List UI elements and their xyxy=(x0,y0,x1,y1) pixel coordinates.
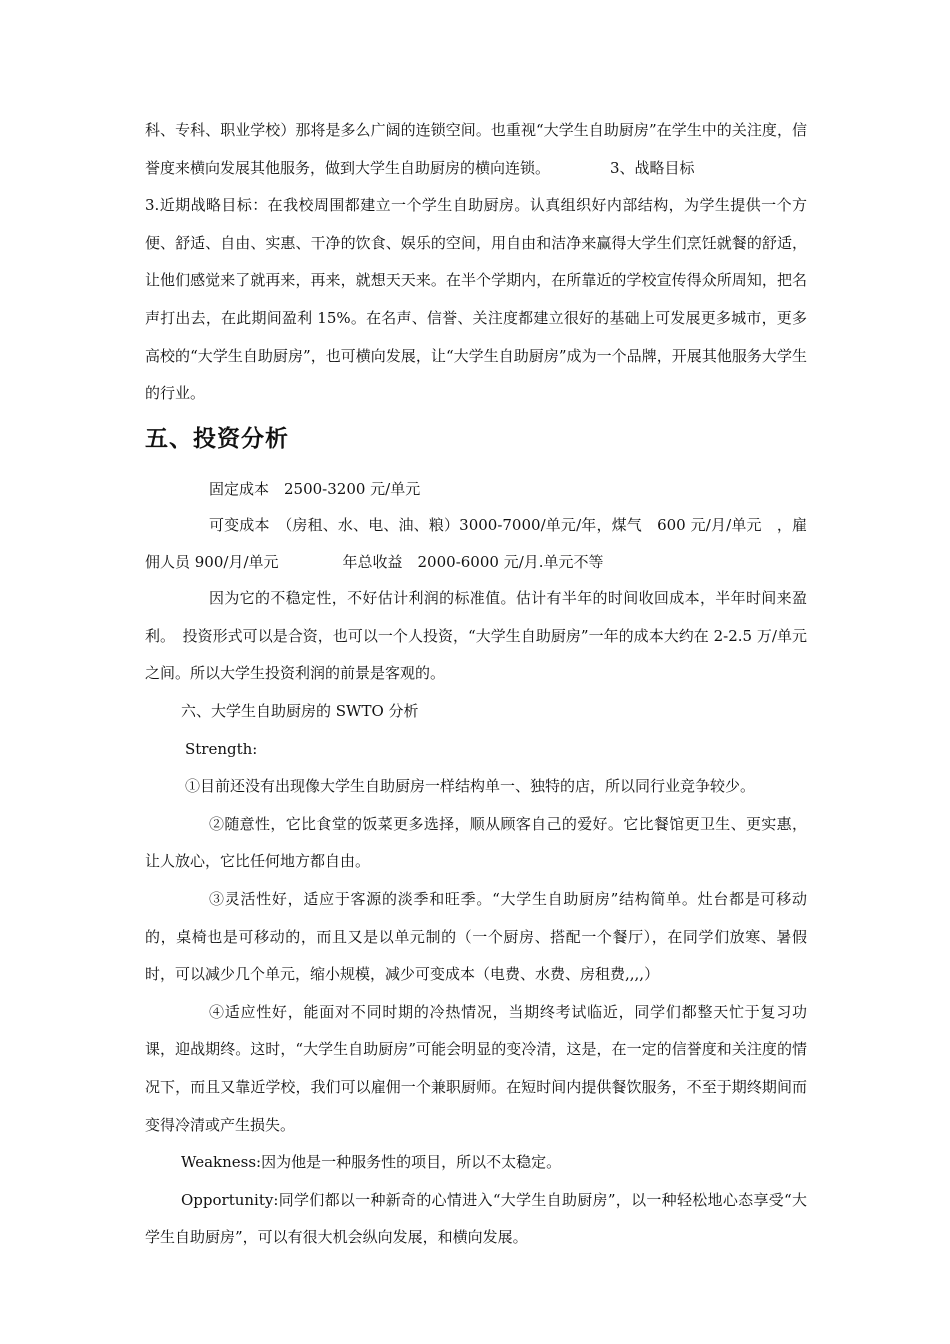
intro-paragraph xyxy=(145,112,807,187)
weakness-paragraph: Weakness:因为他是一种服务性的项目，所以不太稳定。 xyxy=(181,1153,562,1172)
opportunity-paragraph: Opportunity:同学们都以一种新奇的心情进入“大学生自助厨房”，以一种轻松地心态享受“大学生自助厨房”，可以有很大机会纵向发展，和横向发展。 xyxy=(145,1190,807,1247)
section-5-title: 五、投资分析 xyxy=(145,424,289,452)
strategy-paragraph: 3.近期战略目标：在我校周围都建立一个学生自助厨房。认真组织好内部结构，为学生提供一个方便、舒适、自由、实惠、干净的饮食、娱乐的空间，用自由和洁净来赢得大学生们烹饪就餐的舒适，让他们感觉来了就再来，再来，就想天天来。在半个学期内，在所靠近的学校宣传得众所周知，把名声打出去，在此期间盈利 15%。在名声、信誉、关注度都建立很好的基础上可发展更多城市，更多高校的“大学生自助厨房”，也可横向发展，让“大学生自助厨房”成为一个品牌，开展其他服务大学生的行业。 xyxy=(145,196,807,403)
fixed-cost-line: 固定成本 2500-3200 元/单元 xyxy=(209,479,421,498)
strategy-heading: 3、战略目标 xyxy=(610,158,695,177)
intro-text: 科、专科、职业学校）那将是多么广阔的连锁空间。也重视“大学生自助厨房”在学生中的关注度，信誉度来横向发展其他服务，做到大学生自助厨房的横向连锁。 xyxy=(145,121,807,177)
annual-income-text: 年总收益 2000-6000 元/月.单元不等 xyxy=(342,552,604,571)
document-body xyxy=(145,112,807,1257)
strength-label: Strength: xyxy=(185,739,258,758)
strength-item-4: ④适应性好，能面对不同时期的冷热情况，当期终考试临近，同学们都整天忙于复习功课，迎战期终。这时，“大学生自助厨房”可能会明显的变冷清，这是，在一定的信誉度和关注度的情况下，而且又靠近学校，我们可以雇佣一个兼职厨师。在短时间内提供餐饮服务，不至于期终期间而变得冷清或产生损失。 xyxy=(145,1002,807,1134)
section-6-title: 六、大学生自助厨房的 SWTO 分析 xyxy=(181,702,419,721)
strength-item-2: ②随意性，它比食堂的饭菜更多选择，顺从顾客自己的爱好。它比餐馆更卫生、更实惠，让人放心，它比任何地方都自由。 xyxy=(145,814,807,871)
variable-cost-paragraph xyxy=(145,507,807,580)
variable-cost-text: 可变成本 （房租、水、电、油、粮）3000-7000/单元/年，煤气 600 元/月/单元 ，雇佣人员 900/月/单元 xyxy=(145,516,807,571)
strength-item-3: ③灵活性好，适应于客源的淡季和旺季。“大学生自助厨房”结构简单。灶台都是可移动的，桌椅也是可移动的，而且又是以单元制的（一个厨房、搭配一个餐厅），在同学们放寒、暑假时，可以减少几个单元，缩小规模，减少可变成本（电费、水费、房租费,,,,） xyxy=(145,890,807,984)
investment-paragraph: 因为它的不稳定性，不好估计利润的标准值。估计有半年的时间收回成本，半年时间来盈利。 投资形式可以是合资，也可以一个人投资，“大学生自助厨房”一年的成本大约在 2-2.5 万/单元之间。所以大学生投资利润的前景是客观的。 xyxy=(145,589,807,683)
strength-item-1: ①目前还没有出现像大学生自助厨房一样结构单一、独特的店，所以同行业竞争较少。 xyxy=(185,777,756,796)
